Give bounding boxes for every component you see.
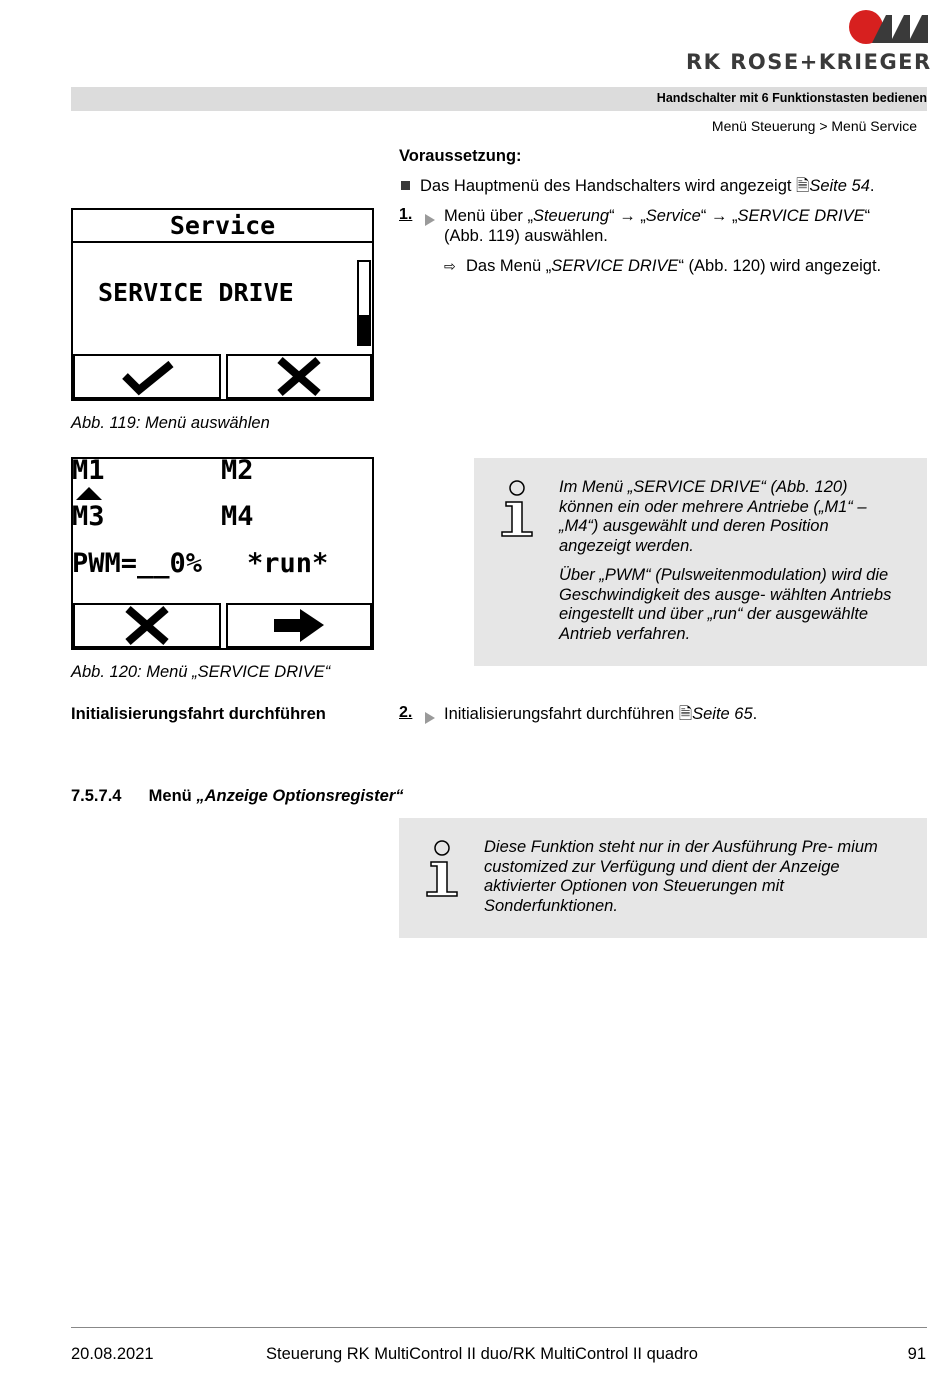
selection-triangle-icon xyxy=(76,487,102,500)
note-paragraph-1: Im Menü „SERVICE DRIVE“ (Abb. 120) können ein oder mehrere Antriebe („M1“ – „M4“) ausgewählt und deren Position angezeigt werden. xyxy=(559,478,867,555)
step-2-marker: 2. xyxy=(399,704,439,722)
brand-name: RK ROSE+KRIEGER xyxy=(686,50,932,74)
motor-m1: M1 xyxy=(72,455,105,486)
display-service-drive xyxy=(71,457,374,650)
step-2-text: Initialisierungsfahrt durchführen 🗎Seite 65. xyxy=(444,705,758,723)
prerequisite-heading: Voraussetzung: xyxy=(399,147,522,165)
init-heading: Initialisierungsfahrt durchführen xyxy=(71,705,326,723)
bullet-square-icon xyxy=(401,181,410,190)
close-icon xyxy=(228,356,370,397)
figure-119-caption: Abb. 119: Menü auswählen xyxy=(71,414,270,432)
step-1-text: Menü über „Steuerung“ → „Service“ → „SERVICE DRIVE“ (Abb. 119) auswählen. xyxy=(444,207,871,245)
note-paragraph-2: Über „PWM“ (Pulsweitenmodulation) wird die Geschwindigkeit des ausge- wählten Antriebs eingestellt und über „run“ der ausgewählte Antrieb verfahren. xyxy=(559,566,892,643)
footer-rule xyxy=(71,1327,927,1328)
display-title-rule xyxy=(73,241,372,243)
section-number: 7.5.7.4 xyxy=(71,787,122,805)
header-title: Handschalter mit 6 Funktionstasten bedienen xyxy=(656,91,927,105)
arrow-right-icon xyxy=(228,605,370,646)
step-arrow-icon xyxy=(425,712,435,724)
step-1-marker: 1. xyxy=(399,206,439,224)
info-note-2 xyxy=(399,818,927,938)
display-title: Service xyxy=(169,211,276,240)
display-service-menu xyxy=(71,208,374,401)
next-button[interactable] xyxy=(226,603,372,648)
close-icon xyxy=(75,605,219,646)
confirm-button[interactable] xyxy=(73,354,221,399)
prerequisite-bullet: Das Hauptmenü des Handschalters wird angezeigt 🗎Seite 54. xyxy=(401,176,874,196)
page-link-icon: 🗎 xyxy=(678,705,693,723)
cancel-button[interactable] xyxy=(226,354,372,399)
service-drive-label: SERVICE DRIVE xyxy=(98,278,294,307)
info-note xyxy=(474,458,927,666)
footer-product: Steuerung RK MultiControl II duo/RK MultiControl II quadro xyxy=(266,1345,698,1363)
brand-logo xyxy=(848,9,928,45)
page-link[interactable]: Seite 54 xyxy=(809,177,870,195)
footer-page-number: 91 xyxy=(907,1345,926,1363)
back-button[interactable] xyxy=(73,603,221,648)
rk-logo-icon xyxy=(848,9,928,45)
run-label: *run* xyxy=(247,548,329,579)
step-arrow-icon xyxy=(425,214,435,226)
breadcrumb: Menü Steuerung > Menü Service xyxy=(711,118,917,134)
page-link[interactable]: Seite 65 xyxy=(692,705,753,723)
step-1-result: ⇨ Das Menü „SERVICE DRIVE“ (Abb. 120) wird angezeigt. xyxy=(444,257,882,275)
scrollbar xyxy=(357,260,371,346)
page-link-icon: 🗎 xyxy=(796,177,810,195)
motor-m4: M4 xyxy=(221,501,254,532)
check-icon xyxy=(75,356,219,397)
section-heading: 7.5.7.4 Menü „Anzeige Optionsregister“ xyxy=(71,787,404,805)
info-icon xyxy=(425,840,459,898)
figure-120-caption: Abb. 120: Menü „SERVICE DRIVE“ xyxy=(71,663,331,681)
result-arrow-icon: ⇨ xyxy=(444,258,456,274)
scrollbar-thumb xyxy=(359,315,369,344)
footer-date: 20.08.2021 xyxy=(71,1345,154,1363)
motor-m3: M3 xyxy=(72,501,105,532)
note-2-text: Diese Funktion steht nur in der Ausführung Pre- mium customized zur Verfügung und dient der Anzeige aktivierter Optionen von Steuerungen mit Sonderfunktionen. xyxy=(484,838,878,915)
pwm-value: PWM=__0% xyxy=(72,548,203,579)
motor-m2: M2 xyxy=(221,455,254,486)
info-icon xyxy=(500,480,534,538)
